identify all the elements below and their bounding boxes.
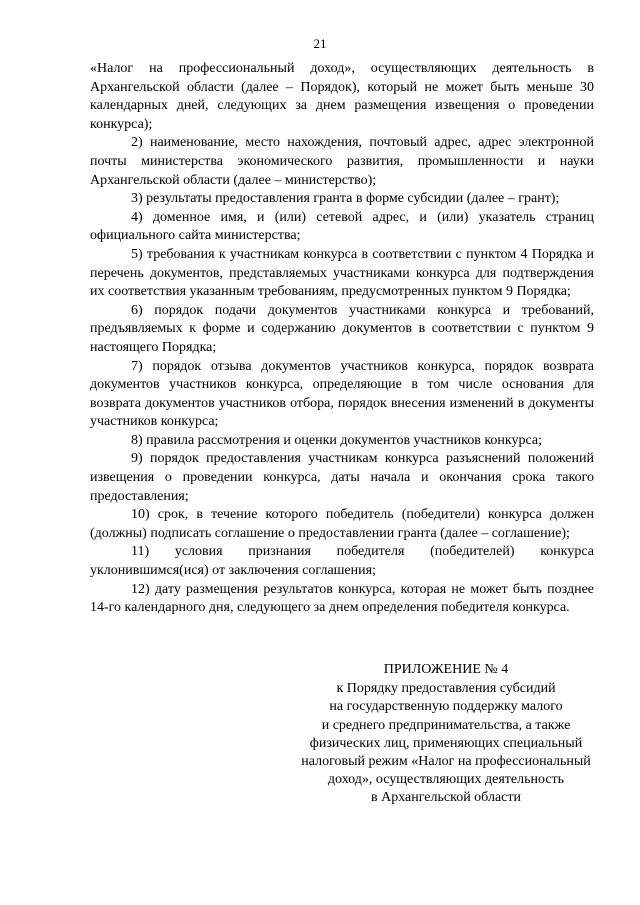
appendix-line: налоговый режим «Налог на профессиональный — [301, 754, 591, 770]
list-item-8: 8) правила рассмотрения и оценки документов участников конкурса; — [131, 432, 542, 448]
list-item-6: 6) порядок подачи документов участниками конкурса и требований, предъявляемых к форме и содержанию документов в соответствии с пунктом 9 настоящего Порядка; — [90, 302, 594, 355]
list-item-12: 12) дату размещения результатов конкурса, которая не может быть позднее 14-го календарного дня, следующего за днем определения победителя конкурса. — [90, 581, 594, 616]
list-item-9: 9) порядок предоставления участникам конкурса разъяснений положений извещения о проведении конкурса, даты начала и окончания срока такого предоставления; — [90, 451, 594, 504]
list-item-4: 4) доменное имя, и (или) сетевой адрес, и (или) указатель страниц официального сайта министерства; — [90, 209, 594, 244]
list-item-11: 11) условия признания победителя (победителей) конкурса уклонившимся(ися) от заключения соглашения; — [90, 544, 594, 579]
list-item-2: 2) наименование, место нахождения, почтовый адрес, адрес электронной почты министерства экономического развития, промышленности и науки Архангельской области (далее – министерство); — [90, 135, 594, 188]
appendix-line: в Архангельской области — [371, 790, 521, 806]
page-number: 21 — [313, 36, 327, 51]
appendix-line: физических лиц, применяющих специальный — [309, 735, 583, 751]
appendix-line: к Порядку предоставления субсидий — [336, 681, 556, 697]
list-item-7: 7) порядок отзыва документов участников конкурса, порядок возврата документов участников конкурса, определяющие в том числе основания для возврата документов участников отбора, порядок внесения изменений в документы участников конкурса; — [90, 358, 594, 430]
list-item-3: 3) результаты предоставления гранта в форме субсидии (далее – грант); — [131, 191, 560, 207]
paragraph-continuation: «Налог на профессиональный доход», осуществляющих деятельность в Архангельской области (далее – Порядок), который не может быть меньше 30 календарных дней, следующих за днем размещения извещения о проведении конкурса); — [90, 61, 594, 132]
list-item-10: 10) срок, в течение которого победитель (победители) конкурса должен (должны) подписать соглашение о предоставлении гранта (далее – соглашение); — [90, 507, 594, 541]
appendix-heading — [278, 661, 614, 808]
appendix-line: на государственную поддержку малого — [329, 699, 563, 715]
body-text — [90, 60, 594, 618]
appendix-line: и среднего предпринимательства, а также — [321, 717, 571, 733]
list-item-5: 5) требования к участникам конкурса в соответствии с пунктом 4 Порядка и перечень документов, представляемых участниками конкурса для подтверждения их соответствия указанным требованиям, предусмотренных пунктом 9 Порядка; — [90, 246, 594, 300]
appendix-title: ПРИЛОЖЕНИЕ № 4 — [383, 662, 509, 677]
appendix-line: доход», осуществляющих деятельность — [327, 772, 565, 788]
